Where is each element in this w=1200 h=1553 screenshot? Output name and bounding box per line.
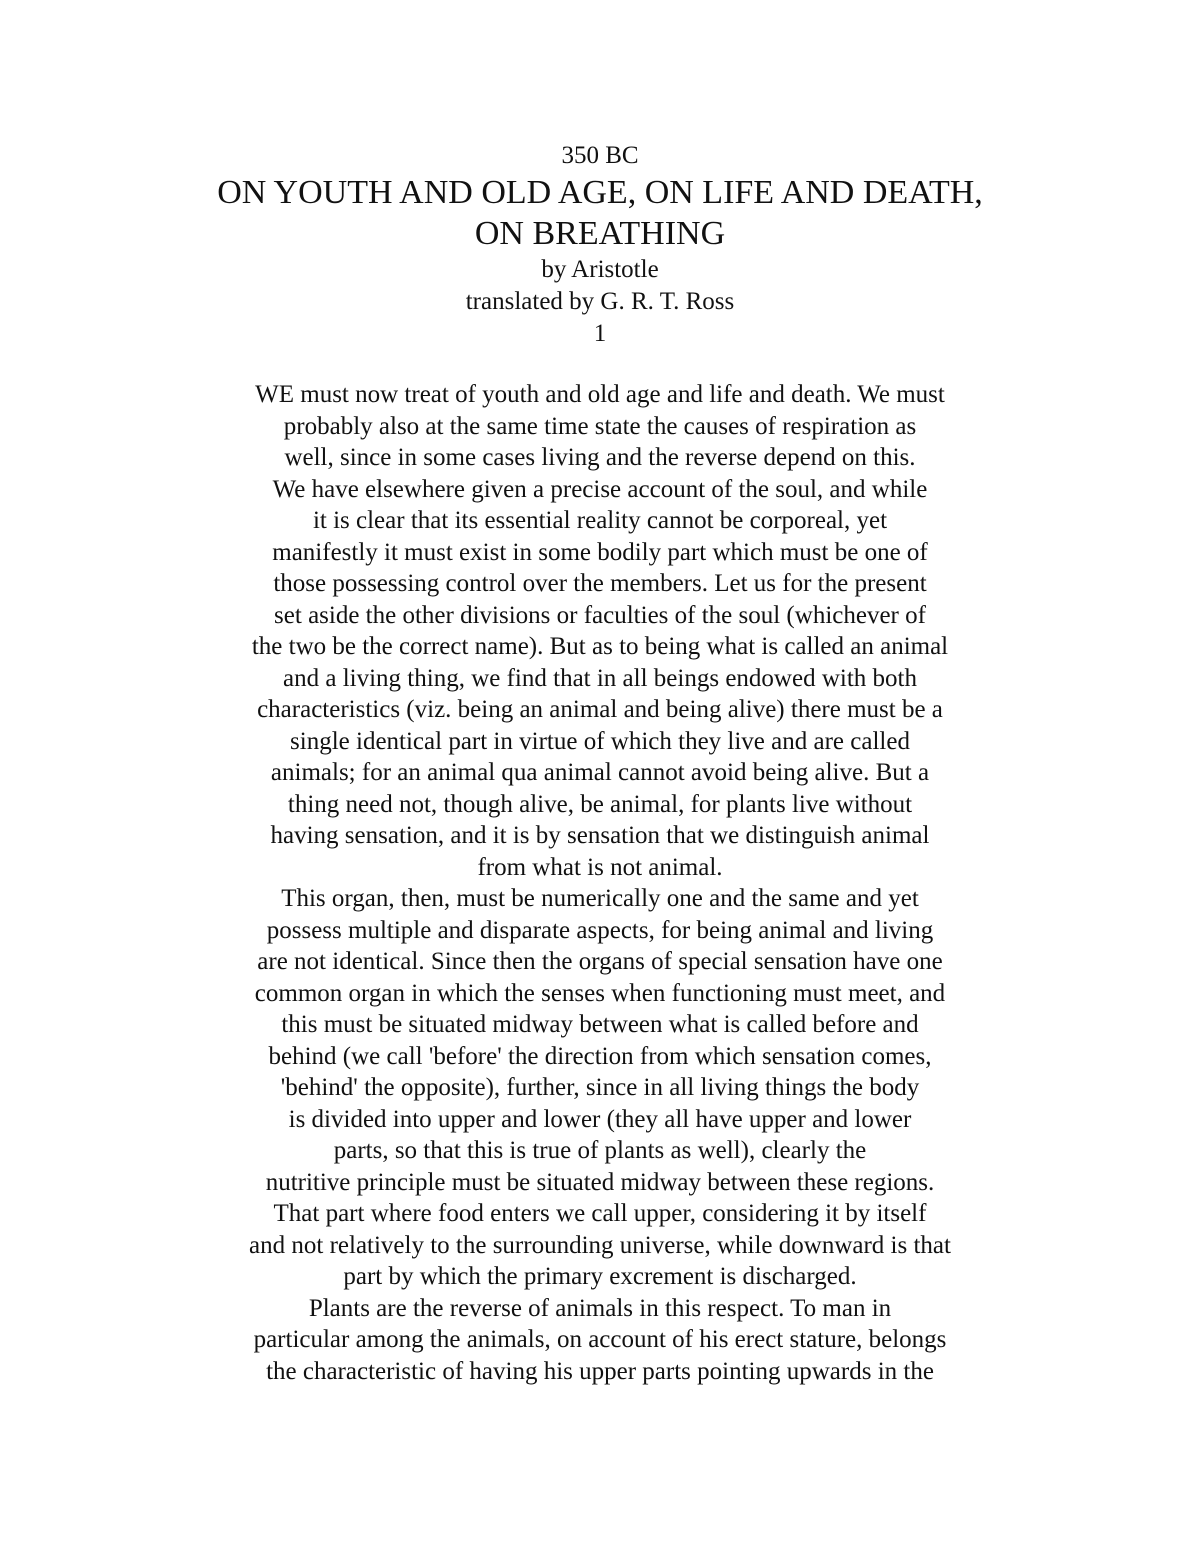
body-line: it is clear that its essential reality cannot be corporeal, yet	[312, 507, 888, 534]
body-line: and a living thing, we find that in all beings endowed with both	[283, 664, 917, 692]
body-line: part by which the primary excrement is discharged.	[343, 1263, 857, 1290]
body-line: common organ in which the senses when functioning must meet, and	[254, 979, 946, 1007]
body-line: behind (we call 'before' the direction from which sensation comes,	[268, 1042, 932, 1070]
translator-line: translated by G. R. T. Ross	[465, 288, 735, 315]
body-line: probably also at the same time state the causes of respiration as	[283, 412, 917, 440]
body-line: from what is not animal.	[477, 853, 723, 881]
body-line: That part where food enters we call upper, considering it by itself	[273, 1200, 927, 1227]
body-line: This organ, then, must be numerically one and the same and yet	[281, 885, 919, 912]
body-line: parts, so that this is true of plants as well), clearly the	[333, 1137, 867, 1164]
title-line: ON BREATHING	[474, 215, 726, 252]
body-line: WE must now treat of youth and old age and life and death. We must	[255, 381, 945, 408]
author-line: by Aristotle	[541, 256, 659, 283]
body-line: 'behind' the opposite), further, since in all living things the body	[280, 1074, 920, 1101]
body-line: and not relatively to the surrounding universe, while downward is that	[249, 1231, 951, 1259]
body-line: those possessing control over the members. Let us for the present	[273, 570, 927, 597]
body-text	[150, 379, 1050, 1387]
title-line: ON YOUTH AND OLD AGE, ON LIFE AND DEATH,	[217, 174, 983, 211]
body-line: manifestly it must exist in some bodily part which must be one of	[272, 538, 928, 566]
body-line: are not identical. Since then the organs of special sensation have one	[257, 948, 943, 975]
body-line: animals; for an animal qua animal cannot avoid being alive. But a	[270, 759, 930, 786]
body-line: Plants are the reverse of animals in this respect. To man in	[308, 1294, 892, 1322]
body-line: having sensation, and it is by sensation that we distinguish animal	[270, 822, 930, 849]
body-line: characteristics (viz. being an animal and being alive) there must be a	[257, 696, 943, 723]
body-line: single identical part in virtue of which they live and are called	[290, 727, 910, 755]
body-line: thing need not, though alive, be animal, for plants live without	[287, 790, 913, 818]
document-header	[0, 140, 1200, 350]
body-line: well, since in some cases living and the reverse depend on this.	[284, 444, 916, 471]
body-line: the two be the correct name). But as to being what is called an animal	[251, 633, 949, 660]
body-line: set aside the other divisions or faculties of the soul (whichever of	[274, 601, 926, 629]
body-line: is divided into upper and lower (they all have upper and lower	[288, 1105, 912, 1133]
date-line: 350 BC	[561, 142, 639, 169]
body-line: particular among the animals, on account of his erect stature, belongs	[253, 1326, 947, 1353]
body-line: possess multiple and disparate aspects, for being animal and living	[266, 916, 934, 944]
body-line: nutritive principle must be situated midway between these regions.	[265, 1168, 935, 1196]
body-line: We have elsewhere given a precise account of the soul, and while	[272, 475, 928, 503]
section-number: 1	[593, 320, 607, 347]
body-line: the characteristic of having his upper parts pointing upwards in the	[266, 1357, 934, 1385]
body-line: this must be situated midway between what is called before and	[281, 1011, 919, 1038]
document-title	[0, 172, 1200, 254]
